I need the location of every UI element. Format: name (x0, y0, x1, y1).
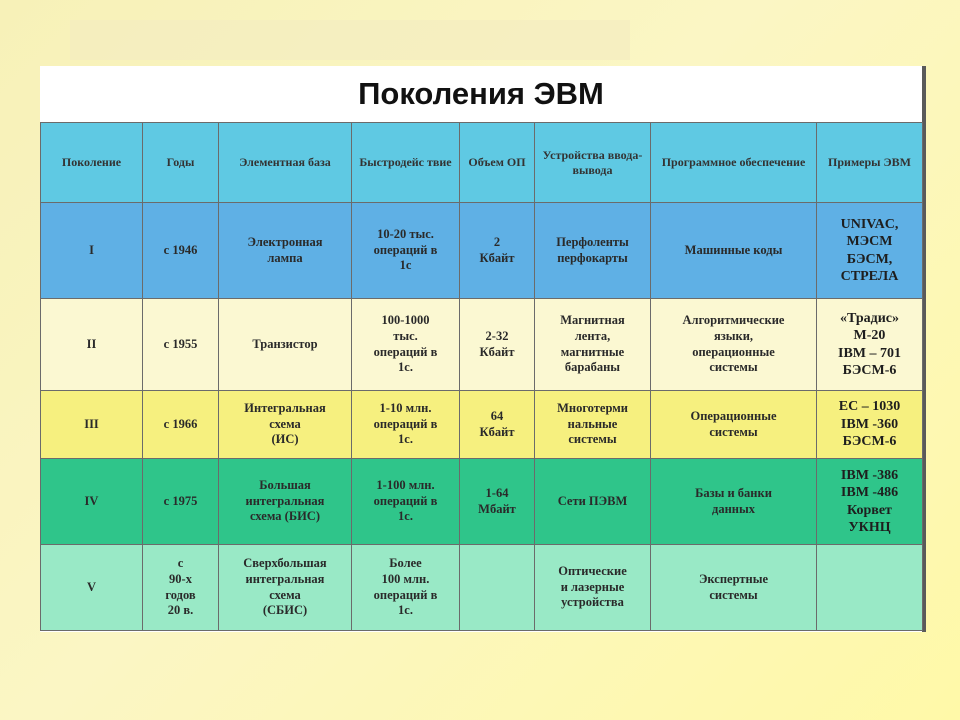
cell-memory (460, 203, 535, 299)
header-speed: Быстродейс твие (352, 123, 460, 203)
cell-memory (460, 391, 535, 459)
cell-line: операционные (692, 344, 775, 359)
cell-line: Корвет (847, 502, 892, 518)
header-element-base: Элементная база (219, 123, 352, 203)
cell-line: тыс. (393, 328, 418, 343)
cell-software (651, 459, 817, 545)
cell-memory (460, 545, 535, 631)
cell-line: данных (712, 501, 755, 516)
cell-line: с 1966 (163, 416, 198, 431)
cell-line: Кбайт (479, 424, 515, 439)
cell-line: лента, (574, 328, 611, 343)
cell-io-devices (535, 459, 651, 545)
cell-examples (817, 545, 923, 631)
header-examples: Примеры ЭВМ (817, 123, 923, 203)
cell-examples (817, 299, 923, 391)
header-io-devices: Устройства ввода-вывода (535, 123, 651, 203)
cell-generation (41, 391, 143, 459)
cell-line: 1-10 млн. (379, 401, 432, 416)
cell-memory (460, 459, 535, 545)
cell-line: Кбайт (479, 250, 515, 265)
cell-line: Сверхбольшая (243, 556, 327, 571)
cell-software (651, 299, 817, 391)
cell-line: и лазерные (560, 579, 625, 594)
cell-element-base (219, 545, 352, 631)
cell-line: Большая (259, 478, 311, 493)
header-generation: Поколение (41, 123, 143, 203)
cell-line: Оптические (558, 564, 627, 579)
cell-line: IBM -386 (840, 467, 899, 483)
cell-line: СТРЕЛА (840, 269, 899, 284)
cell-line: 100-1000 (381, 313, 430, 328)
cell-software (651, 545, 817, 631)
cell-line: системы (709, 424, 758, 439)
cell-line: Многотерми (557, 401, 628, 416)
cell-line: 64 (490, 408, 504, 423)
cell-years (143, 203, 219, 299)
cell-line: Базы и банки (695, 485, 772, 500)
cell-line: 2 (493, 234, 501, 249)
cell-line: Электронная (247, 234, 323, 249)
cell-io-devices (535, 391, 651, 459)
cell-line: Алгоритмические (682, 313, 785, 328)
header-years: Годы (143, 123, 219, 203)
cell-line: операций в (373, 242, 438, 257)
cell-line: Операционные (690, 408, 777, 423)
cell-line: системы (709, 587, 758, 602)
cell-line: 20 в. (167, 603, 194, 618)
cell-line: интегральная (245, 493, 325, 508)
cell-line: схема (269, 416, 301, 431)
cell-line: 90-х (169, 571, 192, 586)
cell-line: (СБИС) (262, 603, 308, 618)
cell-line: (ИС) (271, 432, 299, 447)
cell-line: UNIVAC, (840, 216, 899, 232)
table-row (41, 545, 923, 631)
generations-table (40, 122, 923, 631)
cell-line: Магнитная (560, 313, 625, 328)
table-row (41, 203, 923, 299)
cell-generation (41, 299, 143, 391)
cell-line: Кбайт (479, 344, 515, 359)
cell-line: 100 млн. (381, 571, 430, 586)
cell-line: Транзистор (252, 336, 318, 351)
cell-line: Сети ПЭВМ (557, 493, 628, 508)
cell-years (143, 459, 219, 545)
cell-speed (352, 203, 460, 299)
header-software: Программное обеспечение (651, 123, 817, 203)
cell-line: 1-64 (485, 485, 509, 500)
cell-element-base (219, 299, 352, 391)
cell-line: М-20 (853, 328, 886, 343)
cell-line: V (86, 579, 97, 594)
cell-software (651, 391, 817, 459)
cell-line: с 1975 (163, 493, 198, 508)
cell-years (143, 299, 219, 391)
cell-examples (817, 391, 923, 459)
header-memory: Объем ОП (460, 123, 535, 203)
cell-years (143, 391, 219, 459)
cell-element-base (219, 459, 352, 545)
cell-years (143, 545, 219, 631)
cell-line: устройства (561, 595, 624, 610)
cell-line: перфокарты (557, 250, 628, 265)
cell-line: БЭСМ-6 (842, 434, 897, 450)
table-header-row (41, 123, 923, 203)
cell-line: БЭСМ, (846, 251, 893, 267)
cell-line: МЭСМ (846, 234, 893, 249)
cell-line: 1с. (398, 603, 413, 618)
cell-line: 1-100 млн. (376, 478, 435, 493)
cell-line: 2-32 (485, 328, 509, 343)
cell-examples (817, 459, 923, 545)
cell-line: «Традис» (840, 310, 899, 326)
table-row (41, 299, 923, 391)
cell-line: операций в (373, 416, 438, 431)
cell-line: Мбайт (478, 501, 516, 516)
cell-generation (41, 203, 143, 299)
cell-line: Более (389, 556, 422, 571)
cell-line: 1с. (398, 509, 413, 524)
cell-speed (352, 459, 460, 545)
cell-software (651, 203, 817, 299)
cell-line: III (84, 416, 99, 431)
cell-line: I (89, 242, 94, 257)
cell-line: схема (269, 587, 301, 602)
cell-line: интегральная (245, 571, 325, 586)
cell-line: магнитные (560, 344, 625, 359)
cell-line: БЭСМ-6 (842, 363, 897, 378)
table-row (41, 391, 923, 459)
cell-line: IV (84, 493, 99, 508)
cell-element-base (219, 391, 352, 459)
cell-line: операций в (373, 493, 438, 508)
cell-line: с (177, 556, 184, 571)
cell-line: с 1955 (163, 336, 198, 351)
cell-line: Перфоленты (556, 234, 629, 249)
cell-generation (41, 459, 143, 545)
cell-line: 1с. (398, 432, 413, 447)
cell-memory (460, 299, 535, 391)
cell-line: Экспертные (698, 571, 769, 586)
cell-line: схема (БИС) (249, 509, 320, 524)
cell-line: IBM -360 (840, 416, 899, 432)
cell-speed (352, 299, 460, 391)
cell-speed (352, 545, 460, 631)
cell-line: операций в (373, 587, 438, 602)
cell-line: II (86, 336, 97, 351)
cell-line: Интегральная (244, 401, 326, 416)
cell-examples (817, 203, 923, 299)
cell-line: с 1946 (163, 242, 198, 257)
cell-line: 1с (399, 258, 412, 273)
cell-line: годов (165, 587, 196, 602)
slide-card (40, 66, 926, 632)
cell-io-devices (535, 545, 651, 631)
cell-line: УКНЦ (848, 520, 891, 535)
cell-generation (41, 545, 143, 631)
background-glow (70, 20, 630, 60)
cell-line: 10-20 тыс. (377, 227, 434, 242)
cell-line: IBM -486 (840, 485, 899, 500)
cell-line: системы (709, 360, 758, 375)
cell-line: системы (568, 432, 617, 447)
cell-line: ЕС – 1030 (838, 399, 901, 415)
cell-io-devices (535, 299, 651, 391)
table-row (41, 459, 923, 545)
cell-line: барабаны (564, 360, 621, 375)
cell-line: лампа (267, 250, 303, 265)
cell-line: операций в (373, 344, 438, 359)
cell-io-devices (535, 203, 651, 299)
cell-speed (352, 391, 460, 459)
cell-line: IBM – 701 (838, 345, 901, 361)
cell-element-base (219, 203, 352, 299)
cell-line: нальные (567, 416, 618, 431)
cell-line: языки, (713, 328, 754, 343)
page-title: Поколения ЭВМ (358, 76, 604, 111)
cell-line: 1с. (398, 360, 413, 375)
cell-line: Машинные коды (684, 242, 783, 257)
